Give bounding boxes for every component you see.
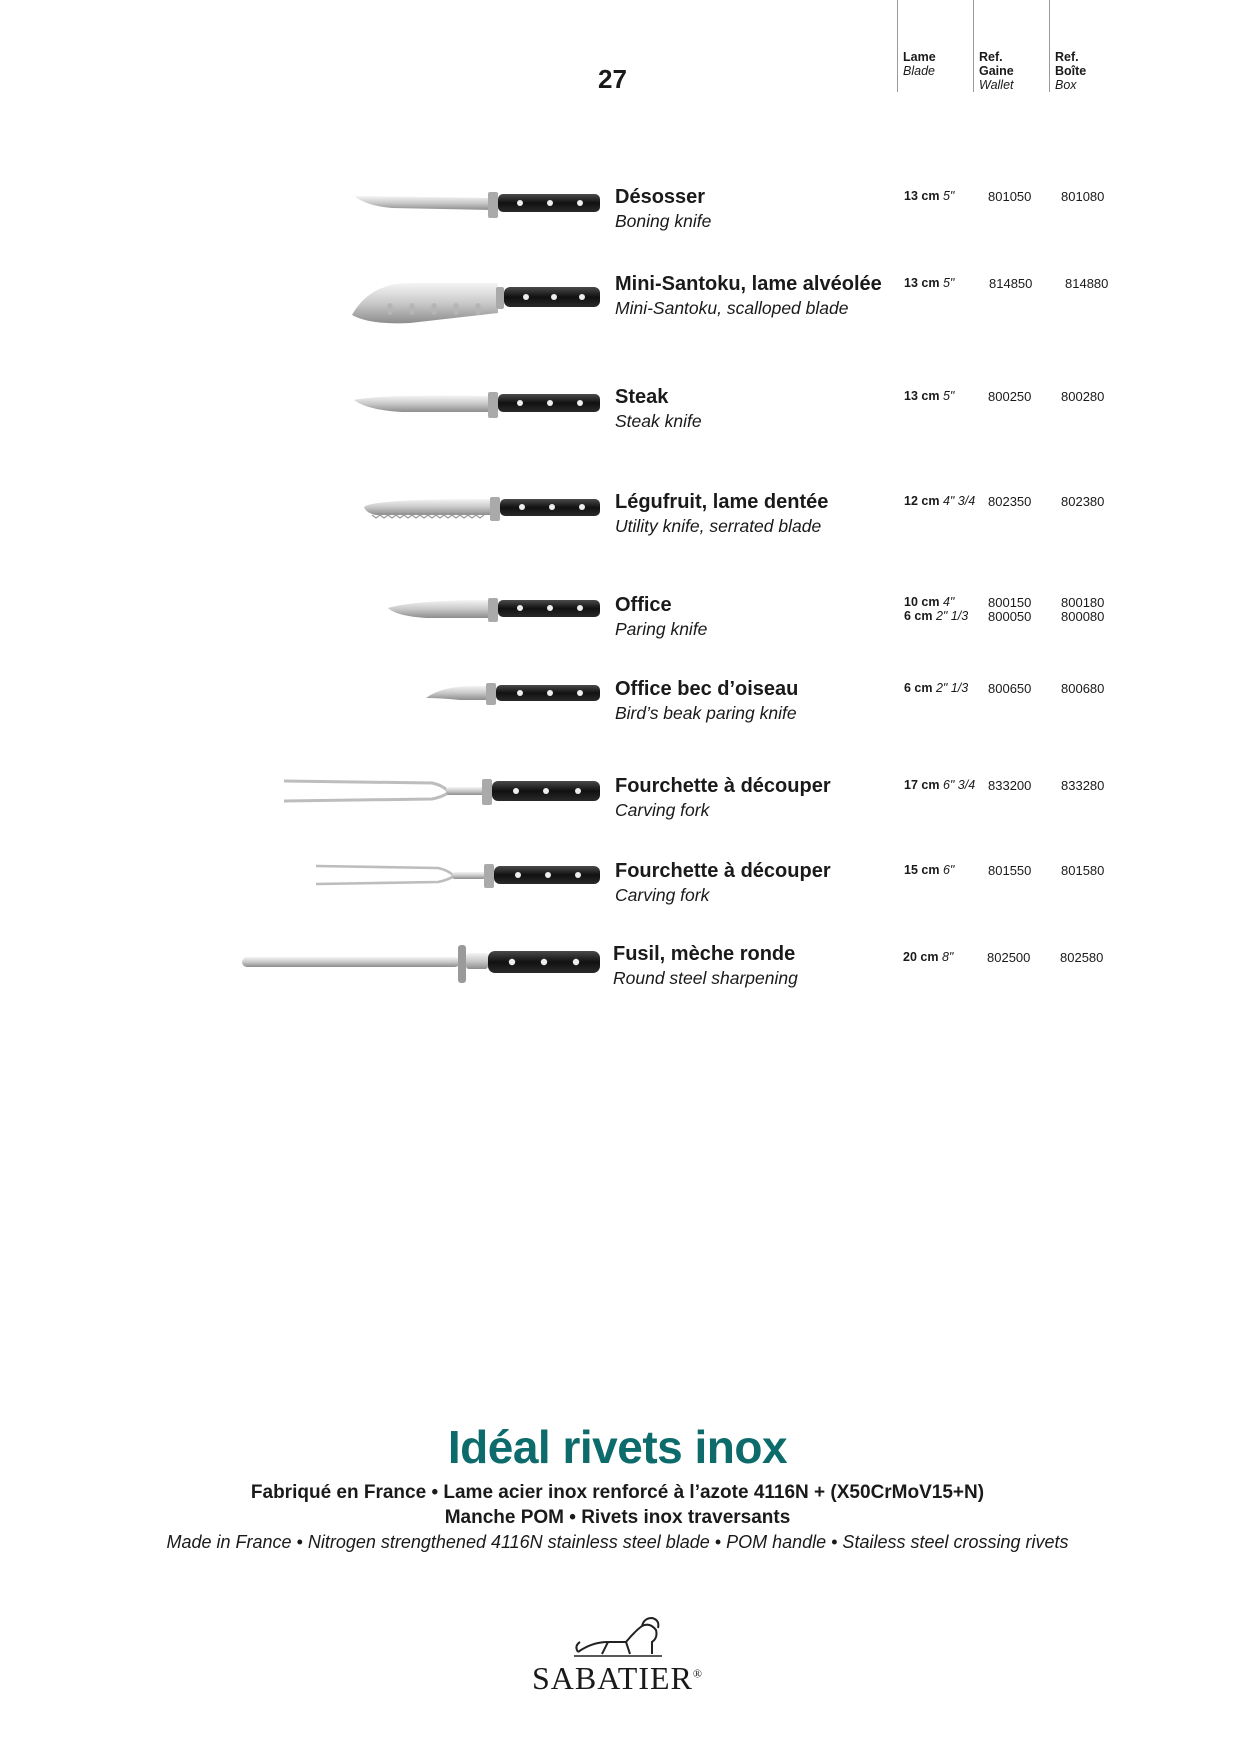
product-row <box>0 943 1235 1023</box>
length-cm: 6 cm <box>904 609 933 623</box>
column-header-line: Blade <box>903 64 935 78</box>
column-header-wallet <box>979 50 1014 92</box>
column-divider <box>1049 0 1050 92</box>
product-name: Désosser <box>615 186 706 208</box>
ref-wallet: 800150 <box>988 595 1032 610</box>
column-header-line: Boîte <box>1055 64 1087 78</box>
collection-spec-line-en: Made in France • Nitrogen strengthened 4116N stainless steel blade • POM handle • Stailess steel crossing rivets <box>166 1532 1069 1552</box>
column-header-line: Lame <box>903 50 936 64</box>
ref-box: 800180 <box>1061 595 1105 610</box>
product-subtitle: Steak knife <box>615 411 702 431</box>
ref-wallet: 802500 <box>987 950 1031 965</box>
length-inch: 8" <box>941 950 954 964</box>
product-name: Office <box>615 594 672 616</box>
boning-knife-icon <box>352 186 604 226</box>
carving-fork-icon <box>314 860 604 900</box>
ref-box: 802380 <box>1061 494 1105 509</box>
ref-box: 814880 <box>1065 276 1109 291</box>
column-header-box <box>1055 50 1086 92</box>
page-number: 27 <box>598 64 627 94</box>
product-subtitle: Round steel sharpening <box>613 968 798 988</box>
collection-spec-line: Fabriqué en France • Lame acier inox renforcé à l’azote 4116N + (X50CrMoV15+N) <box>250 1482 985 1503</box>
blade-length <box>904 681 968 696</box>
product-name: Mini-Santoku, lame alvéolée <box>615 273 882 295</box>
lion-logo-icon <box>572 1612 664 1660</box>
product-subtitle: Boning knife <box>615 211 712 231</box>
product-name: Fourchette à découper <box>615 860 831 882</box>
blade-length <box>904 778 975 793</box>
product-subtitle: Utility knife, serrated blade <box>615 516 822 536</box>
collection-spec-line: Manche POM • Rivets inox traversants <box>444 1507 791 1528</box>
product-row <box>0 491 1235 571</box>
column-header-line: Ref. <box>979 50 1003 64</box>
blade-length <box>904 609 968 624</box>
paring-knife-icon <box>386 594 604 634</box>
length-cm: 13 cm <box>904 389 940 403</box>
collection-title: Idéal rivets inox <box>447 1421 788 1473</box>
ref-wallet: 800250 <box>988 389 1032 404</box>
blade-length <box>903 950 953 965</box>
ref-box: 800280 <box>1061 389 1105 404</box>
length-cm: 13 cm <box>904 189 940 203</box>
column-header-blade <box>903 50 936 78</box>
product-subtitle: Bird’s beak paring knife <box>615 703 797 723</box>
ref-box: 800080 <box>1061 609 1105 624</box>
product-name: Fusil, mèche ronde <box>613 943 796 965</box>
ref-box: 801080 <box>1061 189 1105 204</box>
product-row <box>0 273 1235 353</box>
column-header-line: Ref. <box>1055 50 1079 64</box>
carving-fork-icon <box>282 775 604 815</box>
product-row <box>0 186 1235 266</box>
length-inch: 5" <box>942 189 955 203</box>
length-cm: 13 cm <box>904 276 940 290</box>
blade-length <box>904 276 954 291</box>
ref-box: 833280 <box>1061 778 1105 793</box>
length-cm: 12 cm <box>904 494 940 508</box>
product-row <box>0 860 1235 940</box>
column-divider <box>897 0 898 92</box>
product-subtitle: Paring knife <box>615 619 708 639</box>
product-name: Légufruit, lame dentée <box>615 491 829 513</box>
length-cm: 17 cm <box>904 778 940 792</box>
length-inch: 5" <box>942 389 955 403</box>
length-inch: 2" 1/3 <box>935 609 969 623</box>
length-cm: 15 cm <box>904 863 940 877</box>
length-inch: 6" 3/4 <box>942 778 976 792</box>
ref-box: 802580 <box>1060 950 1104 965</box>
steak-knife-icon <box>352 386 604 426</box>
ref-wallet: 800650 <box>988 681 1032 696</box>
product-row <box>0 775 1235 855</box>
product-subtitle: Carving fork <box>615 800 710 820</box>
column-header-line: Wallet <box>979 78 1014 92</box>
blade-length <box>904 389 954 404</box>
length-inch: 4" <box>942 595 955 609</box>
ref-wallet: 833200 <box>988 778 1032 793</box>
brand-wordmark: SABATIER <box>531 1660 693 1696</box>
length-inch: 2" 1/3 <box>935 681 969 695</box>
product-row <box>0 594 1235 674</box>
blade-length <box>904 595 954 610</box>
ref-box: 800680 <box>1061 681 1105 696</box>
product-row <box>0 678 1235 758</box>
length-cm: 6 cm <box>904 681 933 695</box>
blade-length <box>904 494 975 509</box>
brand-name <box>0 1660 1235 1697</box>
ref-box: 801580 <box>1061 863 1105 878</box>
birds-beak-knife-icon <box>424 678 604 718</box>
length-cm: 20 cm <box>903 950 939 964</box>
blade-length <box>904 189 954 204</box>
column-divider <box>973 0 974 92</box>
santoku-knife-icon <box>350 273 604 333</box>
length-inch: 4" 3/4 <box>942 494 976 508</box>
serrated-knife-icon <box>362 491 604 531</box>
blade-length <box>904 863 954 878</box>
product-name: Office bec d’oiseau <box>615 678 799 700</box>
registered-mark: ® <box>692 1666 704 1681</box>
ref-wallet: 800050 <box>988 609 1032 624</box>
column-header-line: Box <box>1055 78 1077 92</box>
product-subtitle: Carving fork <box>615 885 710 905</box>
ref-wallet: 801550 <box>988 863 1032 878</box>
ref-wallet: 814850 <box>989 276 1033 291</box>
product-name: Steak <box>615 386 669 408</box>
sharpening-steel-icon <box>240 943 604 991</box>
product-name: Fourchette à découper <box>615 775 831 797</box>
product-row <box>0 386 1235 466</box>
length-inch: 6" <box>942 863 955 877</box>
column-header-line: Gaine <box>979 64 1014 78</box>
length-cm: 10 cm <box>904 595 940 609</box>
product-subtitle: Mini-Santoku, scalloped blade <box>615 298 849 318</box>
ref-wallet: 801050 <box>988 189 1032 204</box>
ref-wallet: 802350 <box>988 494 1032 509</box>
length-inch: 5" <box>942 276 955 290</box>
